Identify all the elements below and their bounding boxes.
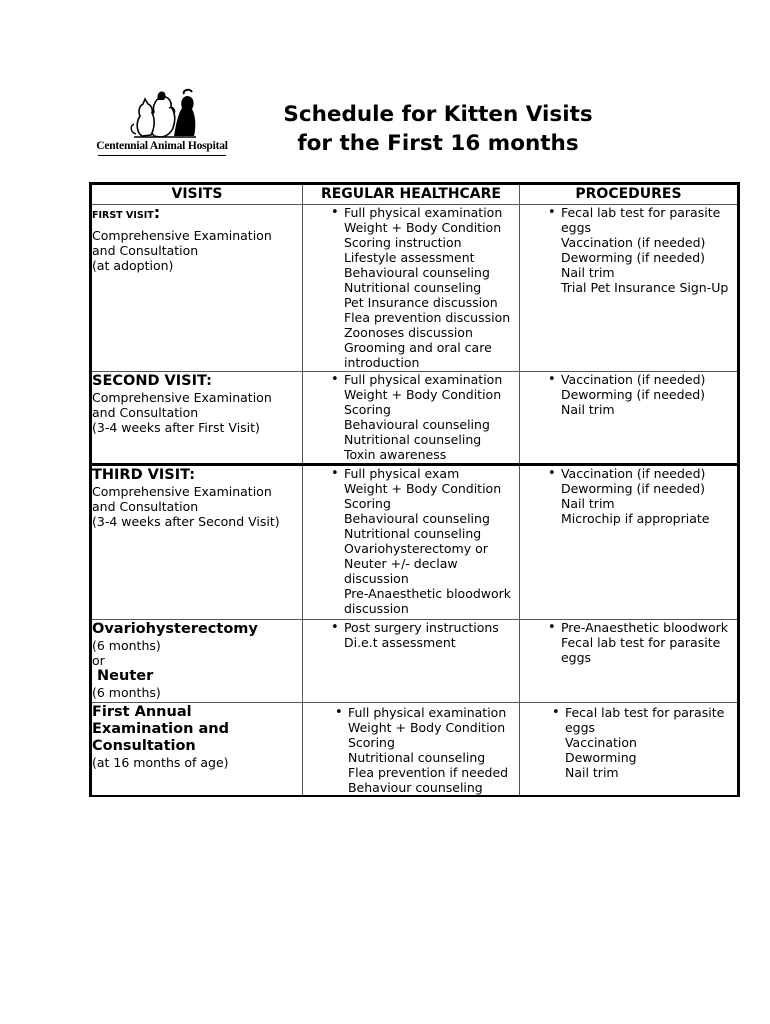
logo-underline	[98, 155, 226, 156]
healthcare-cell	[302, 620, 519, 703]
list-item: Pet Insurance discussion	[343, 295, 498, 310]
list-item: Nutritional counseling	[343, 526, 482, 541]
visit-detail: (at adoption)	[92, 258, 174, 273]
page-title	[240, 100, 636, 158]
list-item: Nutritional counseling	[347, 750, 486, 765]
procedures-cell	[519, 205, 738, 372]
list-item: Deworming (if needed)	[560, 481, 706, 496]
list-item: • Full physical exam	[331, 466, 519, 481]
procedures-cell	[519, 703, 738, 797]
visit-title: FIRST VISIT:	[92, 203, 161, 222]
list-item: Zoonoses discussion	[343, 325, 473, 340]
visit-detail: (6 months)	[92, 685, 161, 700]
visit-detail: Comprehensive Examination	[92, 390, 272, 405]
visit-title: Neuter	[92, 668, 154, 684]
list-item: Scoring	[343, 402, 391, 417]
visit-detail: (at 16 months of age)	[92, 755, 229, 770]
list-item: Scoring	[347, 735, 395, 750]
list-item: Nail trim	[560, 496, 615, 511]
visit-cell	[91, 703, 303, 797]
list-item: Nutritional counseling	[343, 432, 482, 447]
list-item: • Vaccination (if needed)	[548, 372, 737, 387]
list-item: • Fecal lab test for parasite eggs	[552, 705, 728, 735]
table-row	[91, 465, 739, 620]
list-item: • Pre-Anaesthetic bloodwork	[548, 620, 737, 635]
healthcare-cell	[302, 205, 519, 372]
list-item: Scoring	[343, 496, 391, 511]
visit-detail: (3-4 weeks after Second Visit)	[92, 514, 280, 529]
list-item: Nail trim	[560, 265, 615, 280]
visit-cell	[91, 372, 303, 465]
list-item: Deworming (if needed)	[560, 387, 706, 402]
healthcare-cell	[302, 372, 519, 465]
list-item: Flea prevention discussion	[343, 310, 511, 325]
visit-detail: and Consultation	[92, 243, 199, 258]
list-item: • Fecal lab test for parasite eggs	[548, 205, 724, 235]
list-item: Neuter +/- declaw	[343, 556, 458, 571]
list-item: Di.e.t assessment	[343, 635, 456, 650]
list-item: Weight + Body Condition	[343, 387, 502, 402]
list-item: Nutritional counseling	[343, 280, 482, 295]
title-line-2: for the First 16 months	[297, 131, 579, 156]
procedures-cell	[519, 620, 738, 703]
visit-cell	[91, 205, 303, 372]
list-item: Behaviour counseling	[347, 780, 483, 795]
schedule-table	[89, 182, 740, 797]
visit-cell	[91, 620, 303, 703]
visit-title: SECOND VISIT:	[92, 373, 212, 389]
dog-and-cat-logo-icon	[96, 88, 228, 140]
list-item: Deworming (if needed)	[560, 250, 706, 265]
list-item: Pre-Anaesthetic bloodwork	[343, 586, 512, 601]
healthcare-cell	[302, 465, 519, 620]
procedures-cell	[519, 465, 738, 620]
header-healthcare: REGULAR HEALTHCARE	[302, 184, 519, 205]
list-item: Fecal lab test for parasite eggs	[560, 635, 721, 665]
list-item: Behavioural counseling	[343, 511, 490, 526]
visit-detail: (6 months)	[92, 638, 161, 653]
list-item: Trial Pet Insurance Sign-Up	[560, 280, 729, 295]
list-item: Deworming	[564, 750, 637, 765]
table-row	[91, 372, 739, 465]
visit-detail: and Consultation	[92, 499, 199, 514]
list-item: Weight + Body Condition	[343, 220, 502, 235]
visit-detail: Comprehensive Examination	[92, 228, 272, 243]
clinic-logo	[96, 88, 228, 158]
list-item: Weight + Body Condition	[347, 720, 506, 735]
list-item: Scoring instruction	[343, 235, 462, 250]
list-item: Flea prevention if needed	[347, 765, 509, 780]
visit-title: Examination and	[92, 721, 229, 737]
list-item: discussion	[343, 571, 409, 586]
title-line-1: Schedule for Kitten Visits	[283, 102, 593, 127]
list-item: Behavioural counseling	[343, 417, 490, 432]
list-item: Toxin awareness	[343, 447, 447, 462]
header-visits: VISITS	[91, 184, 303, 205]
list-item: Microchip if appropriate	[560, 511, 710, 526]
table-row	[91, 620, 739, 703]
visit-title: Ovariohysterectomy	[92, 621, 258, 637]
visit-title: First Annual	[92, 704, 192, 720]
list-item: Nail trim	[564, 765, 619, 780]
list-item: Vaccination (if needed)	[560, 235, 706, 250]
visit-detail: (3-4 weeks after First Visit)	[92, 420, 260, 435]
list-item: Vaccination	[564, 735, 637, 750]
visit-detail: Comprehensive Examination	[92, 484, 272, 499]
visit-title: THIRD VISIT:	[92, 467, 196, 483]
list-item: • Full physical examination	[331, 372, 519, 387]
list-item: Behavioural counseling	[343, 265, 490, 280]
table-row	[91, 703, 739, 797]
header-procedures: PROCEDURES	[519, 184, 738, 205]
list-item: Grooming and oral care introduction	[343, 340, 492, 370]
list-item: discussion	[343, 601, 409, 616]
healthcare-cell	[302, 703, 519, 797]
procedures-cell	[519, 372, 738, 465]
list-item: • Full physical examination	[331, 205, 519, 220]
list-item: • Vaccination (if needed)	[548, 466, 737, 481]
table-header-row	[91, 184, 739, 205]
list-item: • Full physical examination	[335, 705, 519, 720]
visit-detail: and Consultation	[92, 405, 199, 420]
visit-cell	[91, 465, 303, 620]
table-row	[91, 205, 739, 372]
list-item: Ovariohysterectomy or	[343, 541, 488, 556]
list-item: Nail trim	[560, 402, 615, 417]
visit-title: Consultation	[92, 738, 196, 754]
list-item: • Post surgery instructions	[331, 620, 519, 635]
visit-detail: or	[92, 653, 105, 668]
list-item: Weight + Body Condition	[343, 481, 502, 496]
list-item: Lifestyle assessment	[343, 250, 475, 265]
logo-text: Centennial Animal Hospital	[96, 140, 228, 152]
